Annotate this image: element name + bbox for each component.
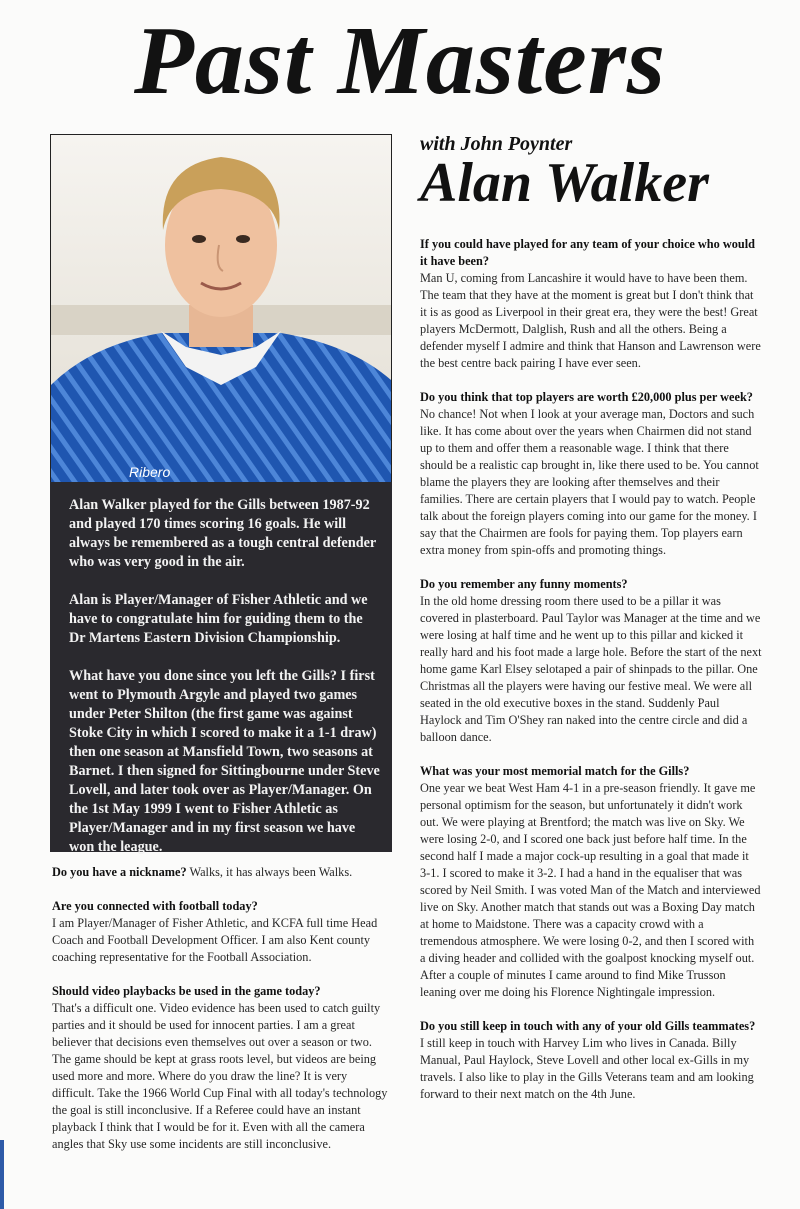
left-column [52,864,390,1170]
qa-section [52,983,390,1153]
intro-box [50,482,392,855]
qa-section [420,763,762,1001]
intro-paragraph: Alan is Player/Manager of Fisher Athletic and we have to congratulate him for guiding them to the Dr Martens Eastern Division Championship. [69,592,368,646]
qa-section [52,898,390,966]
qa-section [420,576,762,746]
question: Should video playbacks be used in the game today? [52,984,321,998]
right-column [420,236,762,1120]
answer: I am Player/Manager of Fisher Athletic, and KCFA full time Head Coach and Football Development Officer. I am also Kent county coaching representative for the Football Association. [52,916,378,964]
player-photo [50,134,392,484]
question: Do you remember any funny moments? [420,577,628,591]
page-title: Past Masters [133,7,666,115]
answer: That's a difficult one. Video evidence has been used to catch guilty parties and it should be used for innocent parties. I am a great believer that decisions even themselves out over a season or two. The game should be kept at grass roots level, but videos are being used more and more. Where do you draw the line? It is very difficult. Take the 1966 World Cup Final with all today's technology the goal is still inconclusive. If a Referee could have an instant playback I think that I would be for it. Even with all the camera angles that Sky use some incidents are still inconclusive. [52,1001,388,1151]
answer: I still keep in touch with Harvey Lim who lives in Canada. Billy Manual, Paul Haylock, Steve Lovell and other local ex-Gills in my travels. I also like to play in the Gills Veterans team and am looking forward to their next match on the 4th June. [420,1036,754,1101]
answer: One year we beat West Ham 4-1 in a pre-season friendly. It gave me personal optimism for the season, but unfortunately it didn't work out. We were playing at Brentford; the match was live on Sky. We were losing 2-0, and I scored one back just before half time. In the second half I made a major cock-up resulting in a goal that made it 3-1. I scored to make it 3-2. I had a hand in the equaliser that was scored by Neil Smith. I was voted Man of the Match and interviewed live on Sky. Another match that stands out was a Boxing Day match at home to Maidstone. There was a capacity crowd with a tremendous atmosphere. We were losing 0-2, and then I scored with a diving header and collided with the goalpost knocking myself out. After a couple of minutes I came around to find Mike Trusson leaning over me doing his Florence Nightingale impression. [420,781,761,999]
qa-section [420,236,762,372]
answer: Walks, it has always been Walks. [189,865,353,879]
question: What was your most memorial match for the Gills? [420,764,690,778]
shirt-sponsor-text: Ribero [129,464,171,480]
nickname-section [52,864,390,881]
qa-section [420,389,762,559]
question: Do you think that top players are worth £20,000 plus per week? [420,390,753,404]
answer: In the old home dressing room there used to be a pillar it was covered in plasterboard. Paul Taylor was Manager at the time and we were losing at half time and he went up to this pillar and kicked it really hard and his foot made a large hole. Before the start of the next home game Karl Elsey selotaped a pair of shinpads to the pillar. One Christmas all the players were having our festive meal. We were all seated in the old executive boxes in the stand. Suddenly Paul Haylock and Tim O'Shey ran naked into the centre circle and did a balloon dance. [420,594,762,744]
subject-name: Alan Walker [420,152,709,214]
player-portrait-image [51,135,391,483]
intro-paragraph: Alan Walker played for the Gills between 1987-92 and played 170 times scoring 16 goals. He will always be remembered as a tough central defender who was very good in the air. [69,497,376,570]
page-edge-strip [0,1140,4,1209]
byline: with John Poynter [420,133,573,155]
question: Do you still keep in touch with any of your old Gills teammates? [420,1019,756,1033]
question: Are you connected with football today? [52,899,258,913]
intro-paragraph: What have you done since you left the Gills? I first went to Plymouth Argyle and played two games under Peter Shilton (the first game was against Stoke City in which I scored to make it a 1-1 draw) then one season at Mansfield Town, two seasons at Barnet. I then signed for Sittingbourne under Steve Lovell, and later took over as Player/Manager. On the 1st May 1999 I went to Fisher Athletic as Player/Manager and in my first season we have won the league. [69,668,380,855]
question: If you could have played for any team of your choice who would it have been? [420,237,755,268]
answer: No chance! Not when I look at your average man, Doctors and such like. It has come about over the years when Chairmen did not stand up to them and offer them a reasonable wage. I think that there should be a realistic cap brought in, like there used to be. You cannot blame the players they are looking after themselves and their families. There are certain players that I would pay to watch. People talk about the foreign players coming into our game for the money. I say that the Chairmen are fools for paying them. Top players earn extra money from spin-offs and promoting things. [420,407,759,557]
question: Do you have a nickname? [52,865,187,879]
qa-section [420,1018,762,1103]
answer: Man U, coming from Lancashire it would have to have been them. The team that they have at the moment is great but I don't think that it is as good as Liverpool in their great era, they were the best! Great players McDermott, Dalglish, Rush and all the others. Being a defender myself I admire and think that Hanson and Lawrenson were the best centre back pairing I have ever seen. [420,271,761,370]
